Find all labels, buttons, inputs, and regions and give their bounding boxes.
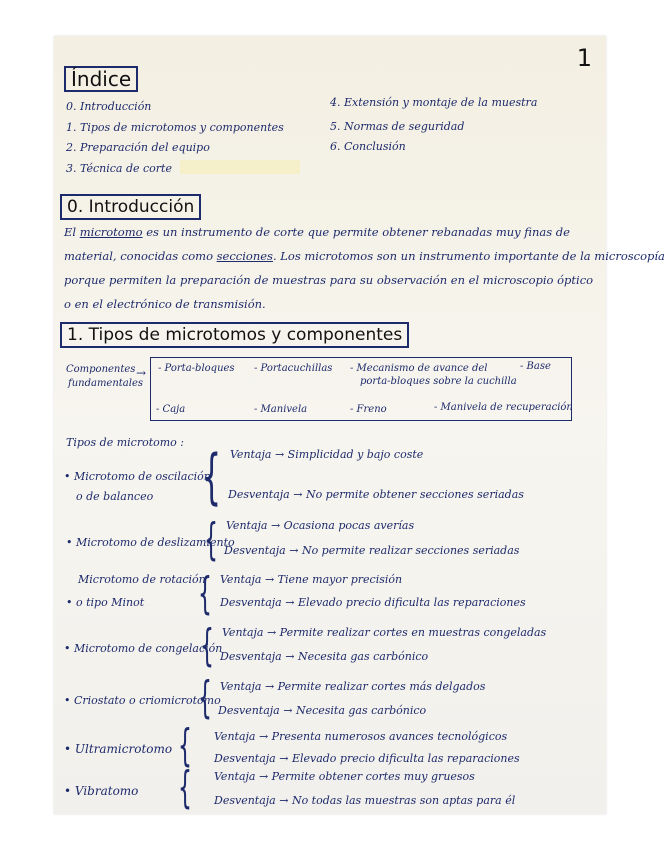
type-ventaja: Ventaja → Permite realizar cortes más delgados bbox=[220, 680, 486, 693]
type-name: o de balanceo bbox=[76, 490, 154, 503]
highlight-mark bbox=[180, 160, 300, 174]
index-item-4: 4. Extensión y montaje de la muestra bbox=[330, 96, 538, 109]
type-ventaja: Ventaja → Tiene mayor precisión bbox=[220, 573, 403, 586]
brace-icon: { bbox=[204, 514, 218, 565]
component-item: - Manivela de recuperación bbox=[434, 402, 573, 413]
tipos-title: 1. Tipos de microtomos y componentes bbox=[60, 322, 409, 348]
brace-icon: { bbox=[202, 442, 222, 512]
type-name: • Ultramicrotomo bbox=[64, 742, 173, 756]
intro-text: es un instrumento de corte que permite obtener rebanadas muy finas de bbox=[142, 225, 570, 239]
index-item-3: 3. Técnica de corte bbox=[66, 162, 172, 175]
index-item-5: 5. Normas de seguridad bbox=[330, 120, 465, 133]
term-secciones: secciones bbox=[216, 249, 273, 263]
components-label: fundamentales bbox=[68, 378, 144, 389]
component-item: porta-bloques sobre la cuchilla bbox=[360, 376, 517, 387]
type-desventaja: Desventaja → Necesita gas carbónico bbox=[220, 650, 429, 663]
intro-text: . Los microtomos son un instrumento importante de la microscopía bbox=[272, 249, 665, 263]
index-item-0: 0. Introducción bbox=[66, 100, 152, 113]
intro-line-3: porque permiten la preparación de muestras para su observación en el microscopio óptico bbox=[64, 273, 594, 287]
type-desventaja: Desventaja → Elevado precio dificulta las reparaciones bbox=[220, 596, 526, 609]
component-item: - Manivela bbox=[254, 404, 308, 415]
type-name: • Criostato o criomicrotomo bbox=[64, 694, 221, 707]
type-ventaja: Ventaja → Simplicidad y bajo coste bbox=[230, 448, 424, 461]
intro-title: 0. Introducción bbox=[60, 194, 201, 220]
type-ventaja: Ventaja → Presenta numerosos avances tecnológicos bbox=[214, 730, 508, 743]
type-ventaja: Ventaja → Ocasiona pocas averías bbox=[226, 519, 415, 532]
type-ventaja: Ventaja → Permite realizar cortes en muestras congeladas bbox=[222, 626, 547, 639]
index-title: Índice bbox=[64, 66, 138, 92]
type-desventaja: Desventaja → Necesita gas carbónico bbox=[218, 704, 427, 717]
intro-text: material, conocidas como bbox=[64, 249, 217, 263]
brace-icon: { bbox=[198, 568, 212, 619]
arrow-icon: → bbox=[136, 366, 147, 380]
notebook-page bbox=[54, 36, 665, 814]
component-item: - Base bbox=[520, 361, 551, 372]
index-item-2: 2. Preparación del equipo bbox=[66, 141, 210, 154]
component-item: - Portacuchillas bbox=[254, 363, 333, 374]
page-number: 1 bbox=[576, 44, 592, 72]
index-item-1: 1. Tipos de microtomos y componentes bbox=[66, 121, 284, 134]
type-ventaja: Ventaja → Permite obtener cortes muy gruesos bbox=[214, 770, 475, 783]
components-label: Componentes bbox=[66, 364, 136, 375]
intro-line-1 bbox=[64, 220, 570, 245]
type-desventaja: Desventaja → No permite obtener secciones seriadas bbox=[228, 488, 524, 501]
type-desventaja: Desventaja → No todas las muestras son aptas para él bbox=[214, 794, 516, 807]
type-name: Microtomo de rotación bbox=[78, 573, 206, 586]
term-microtomo: microtomo bbox=[79, 225, 143, 239]
type-desventaja: Desventaja → Elevado precio dificulta las reparaciones bbox=[214, 752, 520, 765]
index-item-6: 6. Conclusión bbox=[330, 140, 406, 153]
type-name: • Microtomo de oscilación bbox=[64, 470, 211, 483]
brace-icon: { bbox=[178, 720, 192, 771]
brace-icon: { bbox=[198, 672, 212, 723]
type-desventaja: Desventaja → No permite realizar secciones seriadas bbox=[224, 544, 520, 557]
component-item: - Mecanismo de avance del bbox=[350, 363, 488, 374]
types-heading: Tipos de microtomo : bbox=[66, 436, 184, 449]
brace-icon: { bbox=[178, 762, 192, 813]
intro-line-2 bbox=[64, 244, 665, 269]
component-item: - Caja bbox=[156, 404, 186, 415]
type-name: • Microtomo de deslizamiento bbox=[66, 536, 235, 549]
type-name: • Vibratomo bbox=[64, 784, 139, 798]
intro-line-4: o en el electrónico de transmisión. bbox=[64, 297, 266, 311]
brace-icon: { bbox=[200, 620, 214, 671]
type-name: • Microtomo de congelación bbox=[64, 642, 223, 655]
type-name: • o tipo Minot bbox=[66, 596, 145, 609]
component-item: - Porta-bloques bbox=[158, 363, 235, 374]
intro-text: El bbox=[64, 225, 80, 239]
component-item: - Freno bbox=[350, 404, 387, 415]
